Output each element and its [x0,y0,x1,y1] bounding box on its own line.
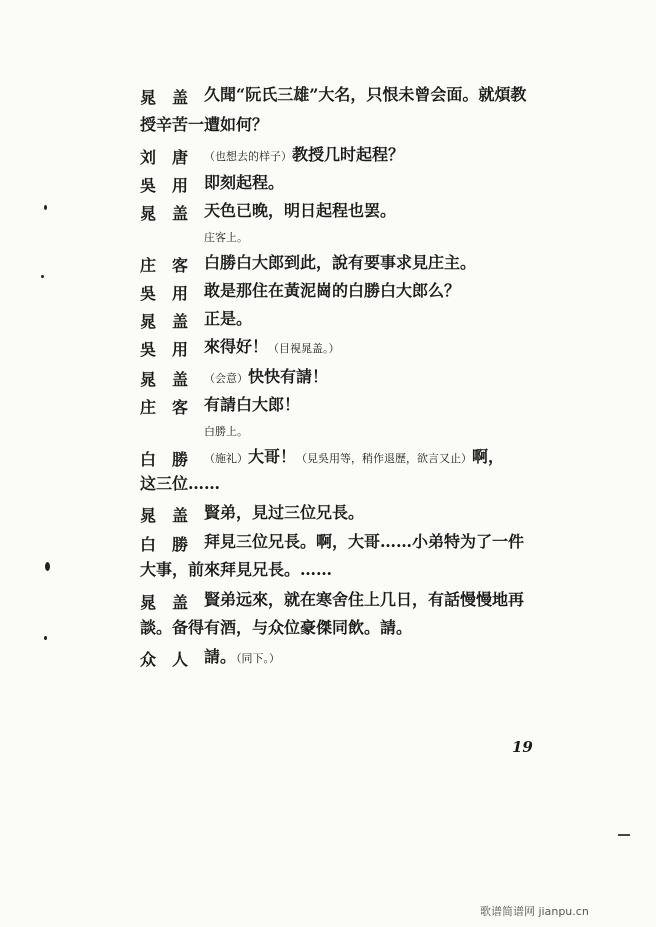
speaker: 晁 盖 [140,506,189,525]
dialogue-text: 賢弟远來，就在寒舍住上几日，有話慢慢地再 [204,590,525,609]
speaker: 庄 客 [140,256,189,275]
dialogue-continuation: 大事，前來拜見兄長。…… [140,560,333,579]
scan-speck [45,562,50,571]
dialogue-text-wrap [204,647,280,669]
dialogue-text: 來得好！ [204,337,269,356]
scan-speck [44,636,47,640]
dialogue-text: 拜見三位兄長。啊，大哥……小弟特为了一件 [204,532,525,551]
dialogue-text: 啊， [472,447,505,466]
stage-direction: 庄客上。 [204,231,248,244]
stage-note: （同下。） [236,652,281,665]
dialogue-text: 有請白大郎！ [204,395,301,414]
speaker: 晁 盖 [140,88,189,107]
speaker: 吳 用 [140,176,189,195]
dialogue-text: 快快有請！ [248,367,329,386]
dialogue-text: 大哥！ [248,447,297,466]
stage-note: （目視晁盖。） [268,342,340,355]
dialogue-text: 敢是那住在黃泥崗的白勝白大郎么？ [204,281,461,300]
speaker: 晁 盖 [140,370,189,389]
stage-direction: 白勝上。 [204,425,248,438]
dialogue-continuation: 这三位…… [140,474,221,493]
dialogue-text: 賢弟，見过三位兄長。 [204,503,365,522]
dialogue-text: 白勝白大郎到此，說有要事求見庄主。 [204,253,477,272]
page-number: 19 [512,738,533,756]
dialogue-text: 正是。 [204,309,253,328]
speaker: 刘 唐 [140,148,189,167]
dialogue-text-wrap [204,447,504,469]
speaker: 众 人 [140,650,189,669]
scan-speck [41,275,44,278]
watermark: 歌谱简谱网 jianpu.cn [480,905,589,918]
speaker: 晁 盖 [140,204,189,223]
stage-note: （見吳用等，稍作退歷，欲言又止） [296,452,473,465]
stage-note: （会意） [204,372,248,385]
dialogue-text: 即刻起程。 [204,173,285,192]
speaker: 白 勝 [140,450,189,469]
dialogue-text-wrap [204,367,328,389]
stage-note: （也想去的样子） [204,150,292,163]
dialogue-continuation: 談。备得有酒，与众位豪傑同飲。請。 [140,618,413,637]
scan-speck [44,205,47,210]
stage-note: （施礼） [204,452,248,465]
speaker: 白 勝 [140,535,189,554]
speaker: 吳 用 [140,284,189,303]
dialogue-text: 天色已晚，明日起程也罢。 [204,201,397,220]
speaker: 吳 用 [140,340,189,359]
dialogue-text-wrap [204,337,340,359]
dialogue-continuation: 授辛苦一遭如何？ [140,115,269,134]
speaker: 庄 客 [140,398,189,417]
dialogue-text: 教授几时起程？ [292,145,405,164]
dialogue-text: 久聞“阮氏三雄”大名，只恨未曾会面。就煩教 [204,85,527,104]
dialogue-text: 請。 [204,647,237,666]
speaker: 晁 盖 [140,312,189,331]
dialogue-text-wrap [204,145,404,167]
speaker: 晁 盖 [140,593,189,612]
scan-mark [618,834,630,836]
